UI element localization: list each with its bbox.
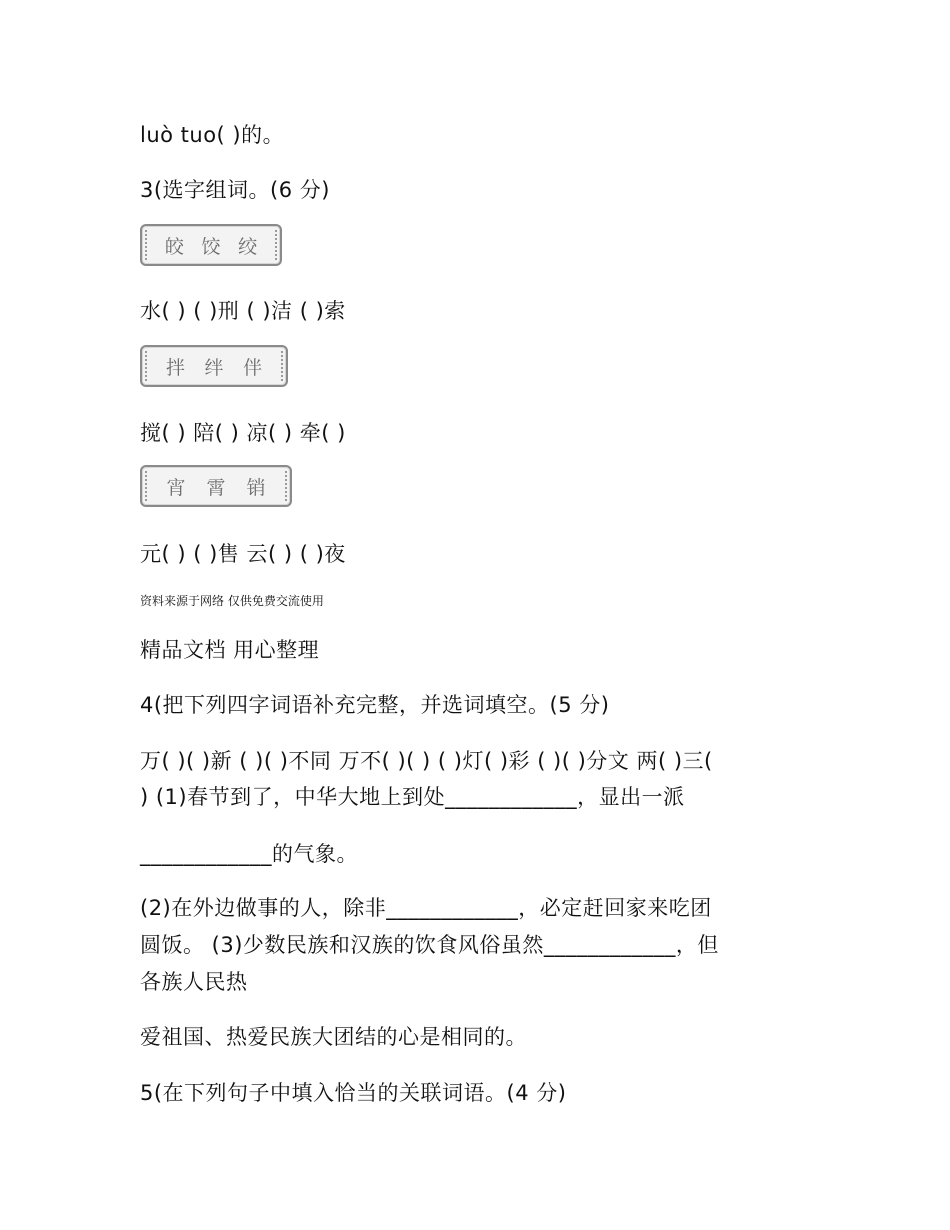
text-line-9: 万( )( )新 ( )( )不同 万不( )( ) ( )灯( )彩 ( )( )分文 两( )三(: [140, 749, 713, 773]
char-choice-box-1: [140, 224, 282, 266]
choice-char: 伴: [243, 356, 263, 379]
question-5-heading: 5(在下列句子中填入恰当的关联词语。(4 分): [140, 1081, 567, 1105]
choice-char: 宵: [166, 476, 186, 499]
choice-char: 绊: [204, 356, 224, 379]
choice-char: 绞: [238, 235, 258, 258]
text-line-10: ) (1)春节到了，中华大地上到处____________，显出一派: [140, 785, 685, 809]
choice-char: 拌: [165, 356, 185, 379]
header-note: 精品文档 用心整理: [140, 638, 320, 662]
text-line-14: 各族人民热: [140, 970, 248, 994]
text-line-13: 圆饭。 (3)少数民族和汉族的饮食风俗虽然____________，但: [140, 933, 719, 957]
char-choice-box-2: [140, 345, 288, 387]
choice-char: 皎: [164, 235, 184, 258]
choice-char: 霄: [206, 476, 226, 499]
text-line-1: luò tuo( )的。: [140, 123, 285, 147]
text-line-4: 搅( ) 陪( ) 凉( ) 牵( ): [140, 421, 346, 445]
choice-char: 销: [246, 476, 266, 499]
text-line-5: 元( ) ( )售 云( ) ( )夜: [140, 542, 346, 566]
choice-char: 饺: [201, 235, 221, 258]
question-4-heading: 4(把下列四字词语补充完整，并选词填空。(5 分): [140, 693, 610, 717]
text-line-15: 爱祖国、热爱民族大团结的心是相同的。: [140, 1025, 527, 1049]
char-choice-box-3: [140, 465, 292, 507]
text-line-11: ____________的气象。: [140, 842, 358, 866]
source-note: 资料来源于网络 仅供免费交流使用: [140, 594, 324, 608]
question-3-heading: 3(选字组词。(6 分): [140, 178, 330, 202]
text-line-12: (2)在外边做事的人，除非____________，必定赶回家来吃团: [140, 896, 712, 920]
text-line-3: 水( ) ( )刑 ( )洁 ( )索: [140, 299, 346, 323]
